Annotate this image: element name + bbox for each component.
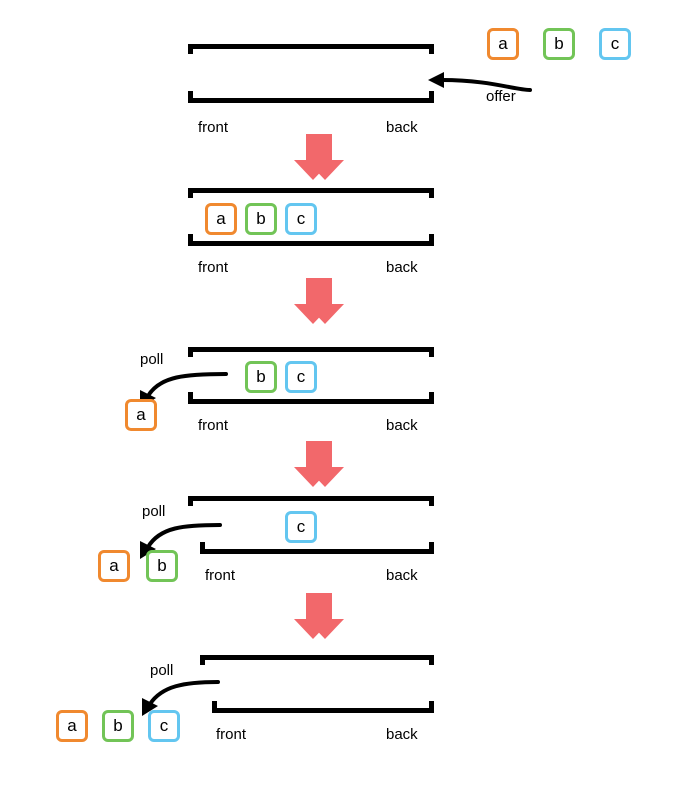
front-label-stage-3: front xyxy=(198,417,229,434)
element-a-stage-3: a xyxy=(125,399,157,431)
queue-bottom-right-cap xyxy=(429,542,434,554)
poll-label-stage-5: poll xyxy=(150,662,174,679)
queue-top-left-cap xyxy=(188,496,193,506)
poll-label-stage-4: poll xyxy=(142,503,166,520)
queue-top-rail xyxy=(188,496,434,501)
queue-top-rail xyxy=(200,655,434,660)
element-b-stage-1: b xyxy=(543,28,575,60)
element-a-stage-1: a xyxy=(487,28,519,60)
queue-top-right-cap xyxy=(429,188,434,198)
queue-top-rail xyxy=(188,188,434,193)
step-arrow-3 xyxy=(292,440,346,488)
queue-bottom-rail xyxy=(188,241,434,246)
element-c-stage-3: c xyxy=(285,361,317,393)
element-b-stage-4: b xyxy=(146,550,178,582)
back-label-stage-1: back xyxy=(386,119,418,136)
queue-top-rail xyxy=(188,347,434,352)
front-label-stage-4: front xyxy=(205,567,236,584)
element-a-stage-5: a xyxy=(56,710,88,742)
queue-bottom-right-cap xyxy=(429,701,434,713)
poll-arrow-stage-4 xyxy=(128,519,238,565)
queue-bottom-rail xyxy=(212,708,434,713)
queue-top-right-cap xyxy=(429,496,434,506)
back-label-stage-2: back xyxy=(386,259,418,276)
front-label-stage-1: front xyxy=(198,119,229,136)
offer-label-stage-1: offer xyxy=(486,88,516,105)
queue-top-left-cap xyxy=(188,44,193,54)
front-label-stage-5: front xyxy=(216,726,247,743)
back-label-stage-5: back xyxy=(386,726,418,743)
element-c-stage-1: c xyxy=(599,28,631,60)
back-label-stage-3: back xyxy=(386,417,418,434)
queue-bottom-right-cap xyxy=(429,392,434,404)
element-a-stage-2: a xyxy=(205,203,237,235)
step-arrow-4 xyxy=(292,592,346,640)
queue-bottom-left-cap xyxy=(188,234,193,246)
element-c-stage-4: c xyxy=(285,511,317,543)
queue-top-rail xyxy=(188,44,434,49)
step-arrow-1 xyxy=(292,133,346,181)
queue-top-right-cap xyxy=(429,347,434,357)
element-b-stage-3: b xyxy=(245,361,277,393)
queue-bottom-left-cap xyxy=(188,91,193,103)
queue-top-left-cap xyxy=(188,188,193,198)
back-label-stage-4: back xyxy=(386,567,418,584)
front-label-stage-2: front xyxy=(198,259,229,276)
queue-top-left-cap xyxy=(188,347,193,357)
queue-bottom-right-cap xyxy=(429,234,434,246)
element-a-stage-4: a xyxy=(98,550,130,582)
element-c-stage-2: c xyxy=(285,203,317,235)
queue-top-right-cap xyxy=(429,655,434,665)
queue-top-left-cap xyxy=(200,655,205,665)
poll-label-stage-3: poll xyxy=(140,351,164,368)
queue-top-right-cap xyxy=(429,44,434,54)
element-c-stage-5: c xyxy=(148,710,180,742)
element-b-stage-5: b xyxy=(102,710,134,742)
step-arrow-2 xyxy=(292,277,346,325)
element-b-stage-2: b xyxy=(245,203,277,235)
offer-arrow xyxy=(420,58,540,98)
queue-bottom-rail xyxy=(188,98,434,103)
